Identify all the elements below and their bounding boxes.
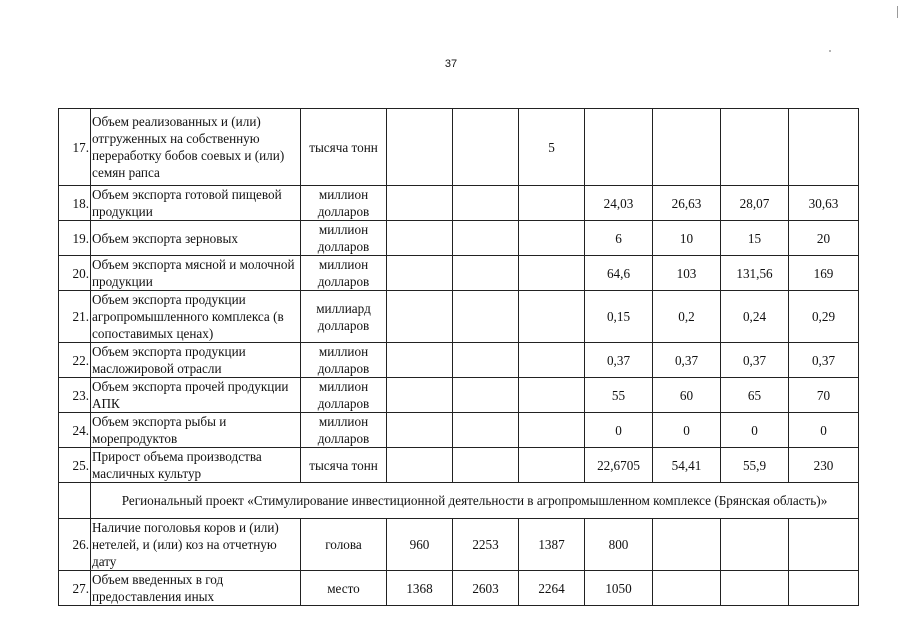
indicator-name: Объем экспорта продукции агропромышленного комплекса (в сопоставимых ценах) [91,291,301,343]
value-cell [387,448,453,483]
section-number-cell [59,483,91,519]
unit-of-measure: голова [301,519,387,571]
value-cell [453,448,519,483]
indicator-name: Объем экспорта продукции масложировой отрасли [91,343,301,378]
value-cell: 0,37 [721,343,789,378]
value-cell [453,221,519,256]
value-cell [453,291,519,343]
value-cell: 0,15 [585,291,653,343]
value-cell: 0,37 [653,343,721,378]
unit-of-measure: миллион долларов [301,221,387,256]
value-cell: 70 [789,378,859,413]
value-cell: 55,9 [721,448,789,483]
section-header: Региональный проект «Стимулирование инвестиционной деятельности в агропромышленном комплексе (Брянская область)» [91,483,859,519]
row-number: 20. [59,256,91,291]
value-cell: 2253 [453,519,519,571]
unit-of-measure: место [301,571,387,606]
value-cell [519,221,585,256]
indicators-table [58,108,859,606]
unit-of-measure: миллиард долларов [301,291,387,343]
value-cell: 0,24 [721,291,789,343]
indicator-name: Объем экспорта прочей продукции АПК [91,378,301,413]
value-cell: 169 [789,256,859,291]
value-cell: 65 [721,378,789,413]
table-row [59,519,859,571]
table-row [59,291,859,343]
value-cell [453,343,519,378]
table-row [59,343,859,378]
value-cell: 0 [789,413,859,448]
table-body [59,109,859,606]
value-cell [519,448,585,483]
value-cell [387,221,453,256]
row-number: 17. [59,109,91,186]
indicator-name: Объем введенных в год предоставления иных [91,571,301,606]
row-number: 25. [59,448,91,483]
indicator-name: Объем экспорта готовой пищевой продукции [91,186,301,221]
value-cell: 10 [653,221,721,256]
indicator-name: Объем экспорта рыбы и морепродуктов [91,413,301,448]
value-cell: 0,29 [789,291,859,343]
value-cell: 103 [653,256,721,291]
unit-of-measure: миллион долларов [301,343,387,378]
value-cell: 28,07 [721,186,789,221]
value-cell [721,519,789,571]
row-number: 27. [59,571,91,606]
value-cell: 0 [653,413,721,448]
unit-of-measure: миллион долларов [301,256,387,291]
value-cell [453,256,519,291]
value-cell: 2603 [453,571,519,606]
value-cell: 60 [653,378,721,413]
value-cell [387,291,453,343]
value-cell [653,519,721,571]
section-row [59,483,859,519]
value-cell: 64,6 [585,256,653,291]
table-row [59,413,859,448]
value-cell [453,109,519,186]
value-cell: 0 [721,413,789,448]
value-cell: 2264 [519,571,585,606]
value-cell: 0,37 [789,343,859,378]
value-cell [519,343,585,378]
row-number: 24. [59,413,91,448]
unit-of-measure: миллион долларов [301,186,387,221]
value-cell: 0,2 [653,291,721,343]
value-cell: 22,6705 [585,448,653,483]
table-row [59,221,859,256]
value-cell: 0 [585,413,653,448]
row-number: 18. [59,186,91,221]
value-cell: 20 [789,221,859,256]
value-cell: 1050 [585,571,653,606]
value-cell [387,343,453,378]
value-cell [653,109,721,186]
value-cell [519,378,585,413]
value-cell [519,186,585,221]
value-cell: 6 [585,221,653,256]
row-number: 21. [59,291,91,343]
value-cell: 1387 [519,519,585,571]
value-cell: 24,03 [585,186,653,221]
value-cell [387,413,453,448]
table-row [59,571,859,606]
value-cell [721,109,789,186]
table-row [59,378,859,413]
value-cell: 1368 [387,571,453,606]
value-cell: 26,63 [653,186,721,221]
value-cell [585,109,653,186]
value-cell [453,378,519,413]
value-cell [387,378,453,413]
table-row [59,448,859,483]
speck-mark [829,50,831,52]
page-number: 37 [444,58,458,70]
indicator-name: Объем экспорта зерновых [91,221,301,256]
value-cell [519,291,585,343]
row-number: 22. [59,343,91,378]
value-cell [387,186,453,221]
unit-of-measure: тысяча тонн [301,109,387,186]
value-cell: 230 [789,448,859,483]
value-cell [519,413,585,448]
value-cell [789,571,859,606]
indicator-name: Объем экспорта мясной и молочной продукции [91,256,301,291]
value-cell: 54,41 [653,448,721,483]
edge-mark [897,6,898,18]
value-cell: 0,37 [585,343,653,378]
table-row [59,109,859,186]
value-cell [721,571,789,606]
row-number: 26. [59,519,91,571]
value-cell: 55 [585,378,653,413]
value-cell [453,186,519,221]
value-cell [453,413,519,448]
value-cell [789,519,859,571]
value-cell [387,109,453,186]
table-row [59,186,859,221]
value-cell: 800 [585,519,653,571]
value-cell: 15 [721,221,789,256]
table-row [59,256,859,291]
value-cell [387,256,453,291]
value-cell: 5 [519,109,585,186]
value-cell [653,571,721,606]
unit-of-measure: тысяча тонн [301,448,387,483]
value-cell [789,109,859,186]
unit-of-measure: миллион долларов [301,378,387,413]
row-number: 23. [59,378,91,413]
value-cell: 131,56 [721,256,789,291]
indicator-name: Прирост объема производства масличных культур [91,448,301,483]
value-cell: 30,63 [789,186,859,221]
row-number: 19. [59,221,91,256]
indicator-name: Наличие поголовья коров и (или) нетелей, и (или) коз на отчетную дату [91,519,301,571]
unit-of-measure: миллион долларов [301,413,387,448]
value-cell: 960 [387,519,453,571]
value-cell [519,256,585,291]
indicator-name: Объем реализованных и (или) отгруженных на собственную переработку бобов соевых и (или) семян рапса [91,109,301,186]
